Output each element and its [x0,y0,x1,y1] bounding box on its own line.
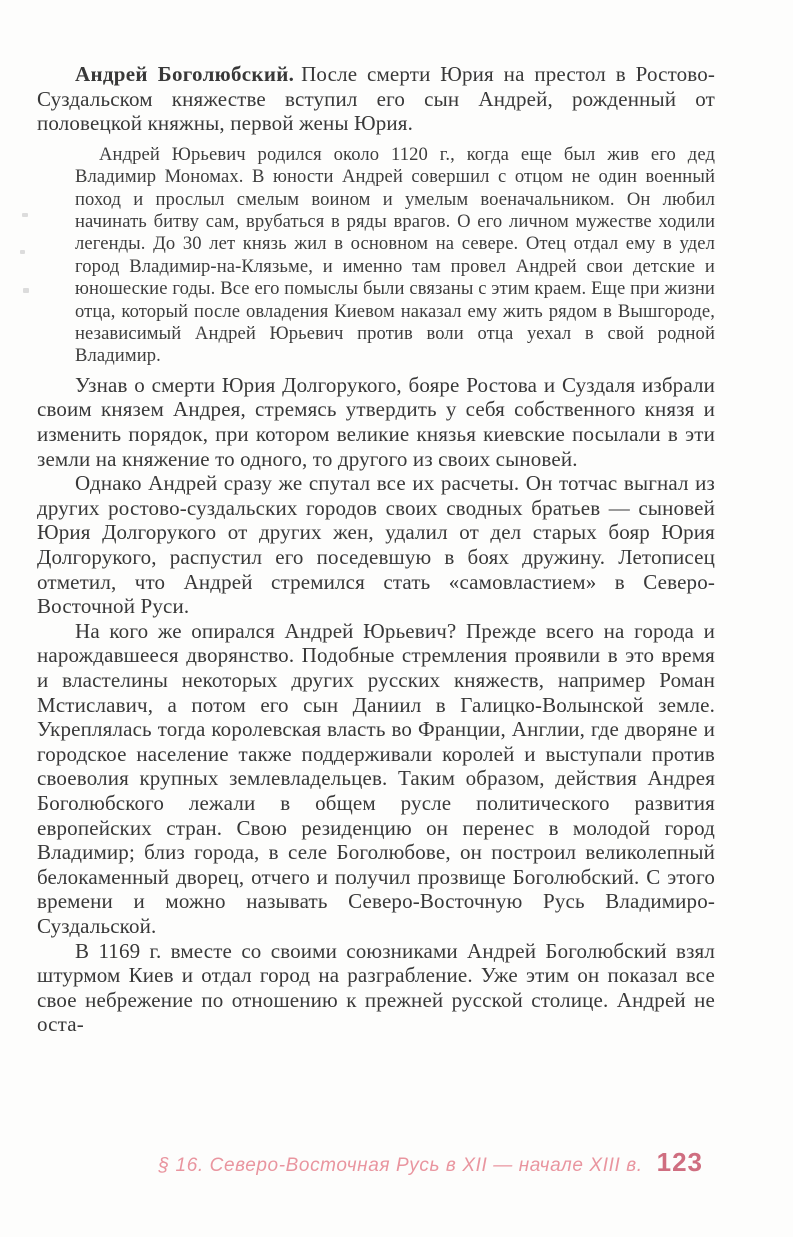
inset-paragraph: Андрей Юрьевич родился около 1120 г., когда еще был жив его дед Владимир Мономах. В юности Андрей совершил с отцом не один военный поход и прослыл смелым воином и умелым военачальником. Он любил начинать битву сам, врубаться в ряды врагов. О его личном мужестве ходили легенды. До 30 лет князь жил в основном на севере. Отец отдал ему в удел город Владимир-на-Клязьме, и именно там провел Андрей свои детские и юношеские годы. Все его помыслы были связаны с этим краем. Еще при жизни отца, который после овладения Киевом наказал ему жить рядом в Вышгороде, независимый Андрей Юрьевич против воли отца уехал в свой родной Владимир. [75,143,715,367]
scan-speck [20,250,25,254]
paragraph-lead: Андрей Боголюбский. [75,62,295,86]
intro-paragraph [37,62,715,136]
body-paragraph: Узнав о смерти Юрия Долгорукого, бояре Ростова и Суздаля избрали своим князем Андрея, стремясь утвердить у себя собственного князя и изменить порядок, при котором великие князья киевские посылали в эти земли на княжение то одного, то другого из своих сыновей. [37,372,715,471]
scan-speck [23,288,29,293]
page-footer [0,1147,703,1178]
section-title: § 16. Северо-Восточная Русь в XII — начале XIII в. [158,1155,643,1176]
body-paragraph: Однако Андрей сразу же спутал все их расчеты. Он тотчас выгнал из других ростово-суздальских городов своих сводных братьев — сыновей Юрия Долгорукого от других жен, удалил от дел старых бояр Юрия Долгорукого, распустил его поседевшую в боях дружину. Летописец отметил, что Андрей стремился стать «самовластием» в Северо-Восточной Руси. [37,471,715,619]
intro-paragraph-text: После смерти Юрия на престол в Ростово-Суздальском княжестве вступил его сын Андрей, рожденный от половецкой княжны, первой жены Юрия. [37,62,715,136]
page-number: 123 [656,1147,703,1177]
body-paragraph: В 1169 г. вместе со своими союзниками Андрей Боголюбский взял штурмом Киев и отдал город на разграбление. Уже этим он показал все свое небрежение по отношению к прежней русской столице. Андрей не оста- [37,938,715,1037]
scan-speck [22,213,28,217]
body-paragraph: На кого же опирался Андрей Юрьевич? Прежде всего на города и нарождавшееся дворянство. Подобные стремления проявили в это время и властелины некоторых других русских княжеств, например Роман Мстиславич, а потом его сын Даниил в Галицко-Волынской земле. Укреплялась тогда королевская власть во Франции, Англии, где дворяне и городское население также поддерживали королей и выступали против своеволия крупных землевладельцев. Таким образом, действия Андрея Боголюбского лежали в общем русле политического развития европейских стран. Свою резиденцию он перенес в молодой город Владимир; близ города, в селе Боголюбове, он построил великолепный белокаменный дворец, отчего и получил прозвище Боголюбский. С этого времени и можно называть Северо-Восточную Русь Владимиро-Суздальской. [37,618,715,938]
